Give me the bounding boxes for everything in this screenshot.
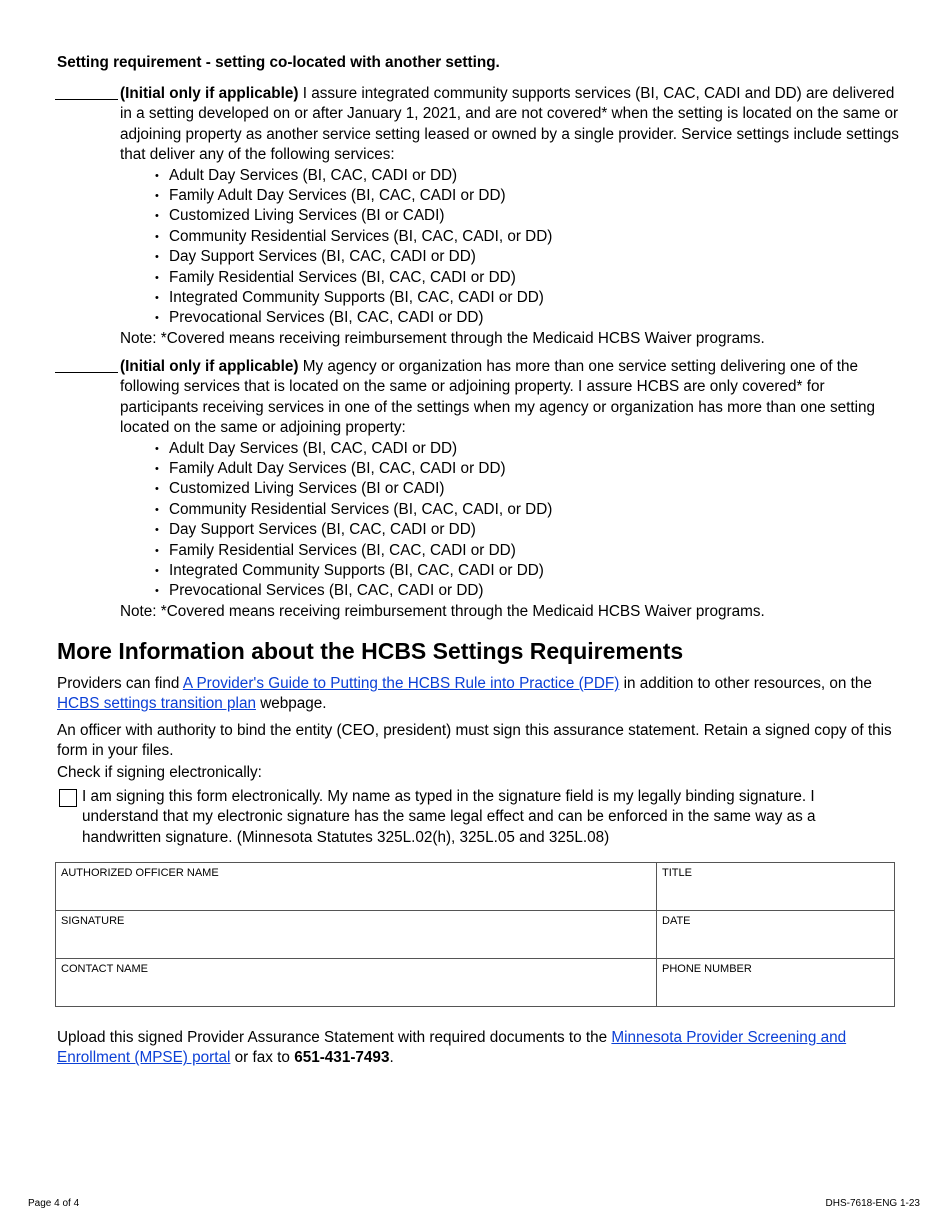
officer-name-field[interactable]: AUTHORIZED OFFICER NAME	[56, 863, 657, 911]
assurance-text: I assure integrated community supports services (BI, CAC, CADI and DD) are delivered in a setting developed on or after January 1, 2021, and are not covered* when the setting is located on the same or adjoining property as another service setting leased or owned by a single provider. Service settings include settings that deliver any of the following services:	[120, 85, 899, 164]
note: Note: *Covered means receiving reimbursement through the Medicaid HCBS Waiver programs.	[120, 602, 765, 620]
check-prompt: Check if signing electronically:	[57, 763, 262, 781]
service-list-item: • Adult Day Services (BI, CAC, CADI or DD)	[169, 439, 900, 459]
service-list-item: • Integrated Community Supports (BI, CAC, CADI or DD)	[169, 561, 900, 581]
services-list	[120, 166, 900, 329]
sign-electronically-checkbox[interactable]	[59, 789, 77, 807]
mpse-portal-link[interactable]: Minnesota Provider Screening and Enrollment (MPSE) portal	[57, 1029, 847, 1067]
initial-label: (Initial only if applicable)	[120, 85, 299, 102]
service-list-item: • Customized Living Services (BI or CADI)	[169, 206, 900, 226]
more-info-body	[57, 674, 897, 783]
service-list-item: • Integrated Community Supports (BI, CAC, CADI or DD)	[169, 288, 900, 308]
resources-paragraph	[57, 674, 897, 715]
providers-guide-link[interactable]: A Provider's Guide to Putting the HCBS Rule into Practice (PDF)	[182, 675, 620, 692]
service-list-item: • Family Residential Services (BI, CAC, CADI or DD)	[169, 541, 900, 561]
initial-line-1[interactable]	[55, 99, 118, 100]
contact-name-field[interactable]: CONTACT NAME	[56, 959, 657, 1007]
text: Upload this signed Provider Assurance Statement with required documents to the	[57, 1029, 612, 1046]
page-number: Page 4 of 4	[28, 1198, 80, 1209]
text: Providers can find	[57, 675, 183, 692]
service-list-item: • Day Support Services (BI, CAC, CADI or DD)	[169, 247, 900, 267]
form-id: DHS-7618-ENG 1-23	[825, 1198, 920, 1209]
assurance-text: My agency or organization has more than one service setting delivering one of the following services that is located on the same or adjoining property. I assure HCBS are only covered* for participants receiving services in one of the settings when my agency or organization has more than one setting located on the same or adjoining property:	[120, 358, 876, 437]
phone-field[interactable]: PHONE NUMBER	[657, 959, 895, 1007]
service-list-item: • Family Residential Services (BI, CAC, CADI or DD)	[169, 268, 900, 288]
text: .	[389, 1049, 394, 1067]
officer-paragraph: An officer with authority to bind the entity (CEO, president) must sign this assurance statement. Retain a signed copy of this form in your files.	[57, 721, 892, 760]
signature-form	[55, 862, 895, 1007]
date-field[interactable]: DATE	[657, 911, 895, 959]
upload-paragraph	[57, 1028, 897, 1069]
text: in addition to other resources, on the	[619, 675, 872, 692]
initial-line-2[interactable]	[55, 372, 118, 373]
section-title: Setting requirement - setting co-located with another setting.	[57, 54, 500, 71]
service-list-item: • Community Residential Services (BI, CAC, CADI, or DD)	[169, 227, 900, 247]
more-info-heading: More Information about the HCBS Settings Requirements	[57, 638, 684, 664]
service-list-item: • Prevocational Services (BI, CAC, CADI or DD)	[169, 581, 900, 601]
initial-label: (Initial only if applicable)	[120, 358, 299, 375]
text: webpage.	[255, 695, 327, 713]
services-list	[120, 439, 900, 602]
service-list-item: • Adult Day Services (BI, CAC, CADI or DD)	[169, 166, 900, 186]
service-list-item: • Customized Living Services (BI or CADI)	[169, 479, 900, 499]
checkbox-label: I am signing this form electronically. My name as typed in the signature field is my legally binding signature. I understand that my electronic signature has the same legal effect and can be enforced in the same way as a handwritten signature. (Minnesota Statutes 325L.02(h), 325L.05 and 325L.08)	[82, 788, 816, 846]
assurance-item-2	[55, 357, 900, 622]
note: Note: *Covered means receiving reimbursement through the Medicaid HCBS Waiver programs.	[120, 329, 765, 347]
service-list-item: • Prevocational Services (BI, CAC, CADI or DD)	[169, 308, 900, 328]
service-list-item: • Community Residential Services (BI, CAC, CADI, or DD)	[169, 500, 900, 520]
text: or fax to	[230, 1049, 295, 1067]
assurance-item-1	[55, 84, 900, 349]
title-field[interactable]: TITLE	[657, 863, 895, 911]
fax-number: 651-431-7493	[294, 1049, 390, 1067]
service-list-item: • Day Support Services (BI, CAC, CADI or DD)	[169, 520, 900, 540]
transition-plan-link[interactable]: HCBS settings transition plan	[57, 695, 256, 713]
signature-field[interactable]: SIGNATURE	[56, 911, 657, 959]
service-list-item: • Family Adult Day Services (BI, CAC, CADI or DD)	[169, 459, 900, 479]
service-list-item: • Family Adult Day Services (BI, CAC, CADI or DD)	[169, 186, 900, 206]
